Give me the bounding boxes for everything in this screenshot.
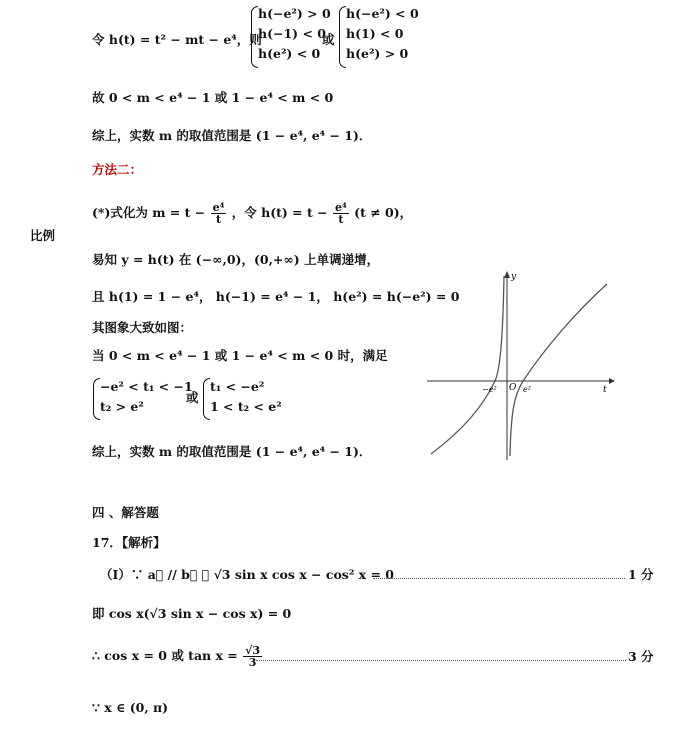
dot-leader-3 <box>256 660 626 661</box>
star-pre: (*)式化为 m = t − <box>92 205 206 220</box>
step-3-text: ∴ cos x = 0 或 tan x = <box>92 648 238 663</box>
right-branch-curve <box>510 284 607 456</box>
m1-conclusion: 综上，实数 m 的取值范围是 (1 − e⁴, e⁴ − 1)． <box>92 128 372 143</box>
step-2: 即 cos x(√3 sin x − cos x) = 0 <box>92 606 292 621</box>
method-two-heading: 方法二： <box>92 162 143 177</box>
or-word-2: 或 <box>186 390 199 405</box>
question-17: 17．【解析】 <box>92 535 166 550</box>
system-d-brace <box>203 378 210 420</box>
left-branch-curve <box>431 276 504 454</box>
star-post: (t ≠ 0)， <box>354 205 413 220</box>
system-c-row: −e² < t₁ < −1 <box>100 379 193 394</box>
frac-den: t <box>338 213 344 226</box>
step-4: ∵ x ∈ (0, π) <box>92 700 169 715</box>
system-b-row: h(e²) > 0 <box>346 46 409 61</box>
condition-line: 当 0 < m < e⁴ − 1 或 1 − e⁴ < m < 0 时，满足 <box>92 348 388 363</box>
system-b-row: h(1) < 0 <box>346 26 404 41</box>
frac-num: e⁴ <box>212 201 225 214</box>
section-heading: 四 、解答题 <box>92 505 159 520</box>
graph-intro: 其图象大致如图： <box>92 320 193 335</box>
frac-num: e⁴ <box>334 201 347 214</box>
or-word: 或 <box>322 32 335 47</box>
fraction-e4-over-t <box>211 202 227 225</box>
m2-conclusion: 综上，实数 m 的取值范围是 (1 − e⁴, e⁴ − 1)． <box>92 444 372 459</box>
system-a-row: h(e²) < 0 <box>258 46 321 61</box>
system-a <box>258 4 331 64</box>
step-3 <box>92 640 263 672</box>
system-d-row: 1 < t₂ < e² <box>210 399 282 414</box>
score-1: 1 分 <box>628 567 654 582</box>
star-mid: ，令 h(t) = t − <box>231 205 328 220</box>
frac-num: √3 <box>245 644 261 657</box>
frac-den: t <box>215 213 222 226</box>
fraction-e4-over-t-2 <box>333 202 349 225</box>
y-axis-label: y <box>511 272 517 282</box>
system-c-brace <box>93 378 100 420</box>
system-a-row: h(−1) < 0 <box>258 26 326 41</box>
system-c <box>100 377 193 417</box>
system-a-brace <box>251 6 258 68</box>
function-graph <box>425 268 620 463</box>
system-d-row: t₁ < −e² <box>210 379 265 394</box>
system-b-brace <box>339 6 346 68</box>
dot-leader-1 <box>373 578 625 579</box>
system-d <box>210 377 282 417</box>
neg-e2-label: −e² <box>482 385 497 394</box>
origin-label: O <box>509 383 517 393</box>
m1-lead: 令 h(t) = t² − mt − e⁴，则 <box>92 32 262 47</box>
m1-result: 故 0 < m < e⁴ − 1 或 1 − e⁴ < m < 0 <box>92 90 334 105</box>
star-line <box>92 198 412 228</box>
frac-den: 3 <box>248 656 257 669</box>
side-label: 比例 <box>30 228 56 243</box>
score-3: 3 分 <box>628 649 654 664</box>
t-axis-arrow <box>609 378 615 384</box>
fraction-sqrt3-over-3 <box>243 645 262 668</box>
y-axis-arrow <box>504 271 510 278</box>
system-b-row: h(−e²) < 0 <box>346 6 419 21</box>
system-b <box>346 4 419 64</box>
step-1: （I）∵ a⃗ // b⃗ ∴ √3 sin x cos x − cos² x = 0 <box>100 567 394 582</box>
system-a-row: h(−e²) > 0 <box>258 6 331 21</box>
system-c-row: t₂ > e² <box>100 399 144 414</box>
monotonic-line: 易知 y = h(t) 在 (−∞,0)，(0,+∞) 上单调递增， <box>92 252 380 267</box>
pos-e2-label: e² <box>523 385 531 394</box>
t-axis-label: t <box>603 385 607 395</box>
values-line: 且 h(1) = 1 − e⁴， h(−1) = e⁴ − 1， h(e²) = h(−e²) = 0 <box>92 289 460 304</box>
